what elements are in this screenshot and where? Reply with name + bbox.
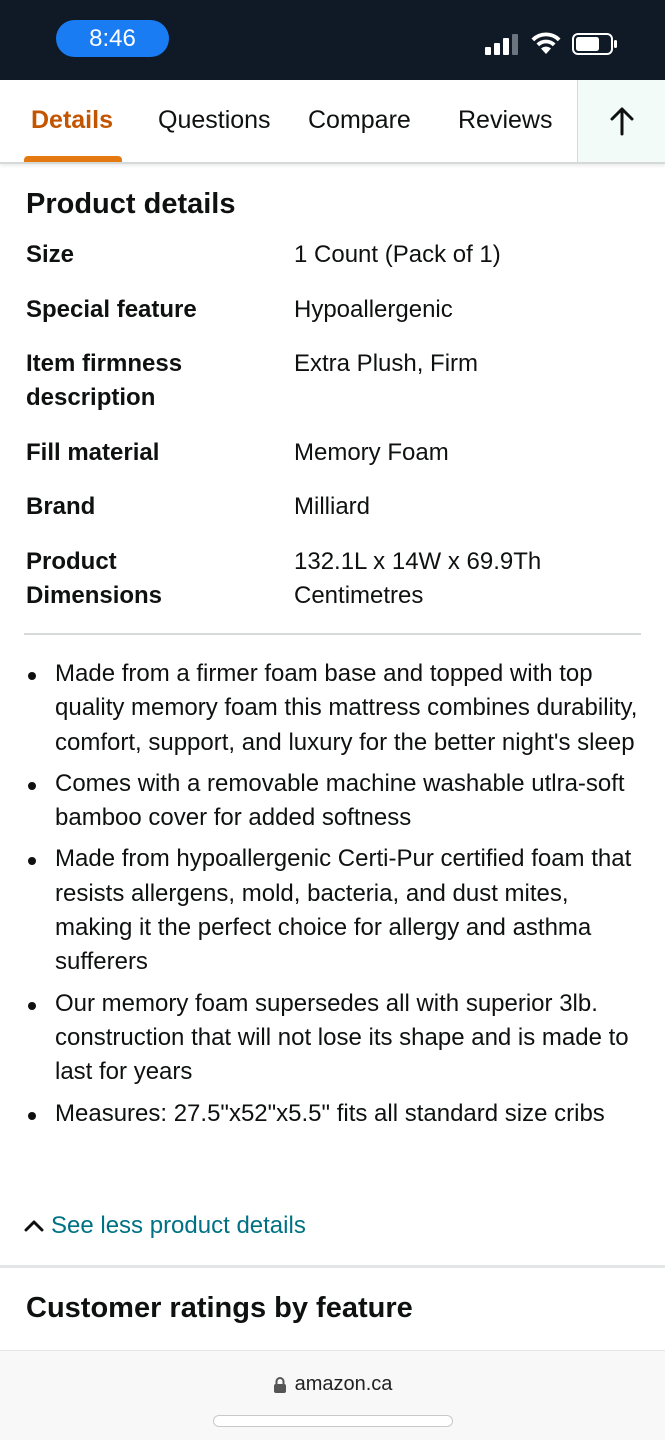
tab-compare[interactable]: Compare [308,106,411,134]
tab-questions[interactable]: Questions [158,106,271,134]
detail-label: Brand [26,493,96,520]
status-time[interactable]: 8:46 [56,20,169,57]
tab-details[interactable]: Details [31,106,113,134]
tab-reviews[interactable]: Reviews [458,106,553,134]
detail-label: Special feature [26,296,197,323]
url-text: amazon.ca [294,1373,393,1395]
detail-value: Memory Foam [294,439,449,466]
detail-label: Fill material [26,439,160,466]
list-item: Our memory foam supersedes all with superior 3lb. construction that will not lose its shape and is made to last for years [24,987,644,1090]
detail-label: Item firmness description [26,350,183,411]
feature-bullet-list [24,657,644,1138]
lock-icon [273,1376,287,1394]
arrow-up-icon [609,106,635,136]
detail-tabs [0,80,665,164]
detail-value: Hypoallergenic [294,296,453,323]
list-item: Measures: 27.5"x52"x5.5" fits all standard size cribs [24,1097,644,1131]
divider [24,633,641,635]
battery-icon [572,33,618,55]
list-item: Made from hypoallergenic Certi-Pur certified foam that resists allergens, mold, bacteria, and dust mites, making it the perfect choice for allergy and asthma sufferers [24,842,644,979]
address-bar[interactable] [0,1373,665,1396]
list-item: Comes with a removable machine washable utlra-soft bamboo cover for added softness [24,767,644,836]
detail-value: 1 Count (Pack of 1) [294,241,501,268]
chevron-up-icon [24,1219,44,1233]
section-separator [0,1265,665,1268]
see-less-link[interactable] [24,1212,306,1240]
status-bar [0,0,665,80]
detail-value: Extra Plush, Firm [294,350,479,377]
browser-bottom-bar [0,1350,665,1440]
scroll-to-top-button[interactable] [577,80,665,162]
detail-label: Product Dimensions [26,548,163,609]
wifi-icon [530,30,562,56]
detail-value: Milliard [294,493,371,520]
see-less-label: See less product details [51,1212,306,1239]
detail-label: Size [26,241,75,268]
product-details-title: Product details [26,188,236,220]
active-tab-indicator [24,156,122,162]
cellular-signal-icon [485,33,521,55]
list-item: Made from a firmer foam base and topped with top quality memory foam this mattress combines durability, comfort, support, and luxury for the better night's sleep [24,657,644,760]
home-indicator[interactable] [213,1415,453,1427]
customer-ratings-title: Customer ratings by feature [26,1292,413,1324]
detail-value: 132.1L x 14W x 69.9Th Centimetres [294,548,542,609]
